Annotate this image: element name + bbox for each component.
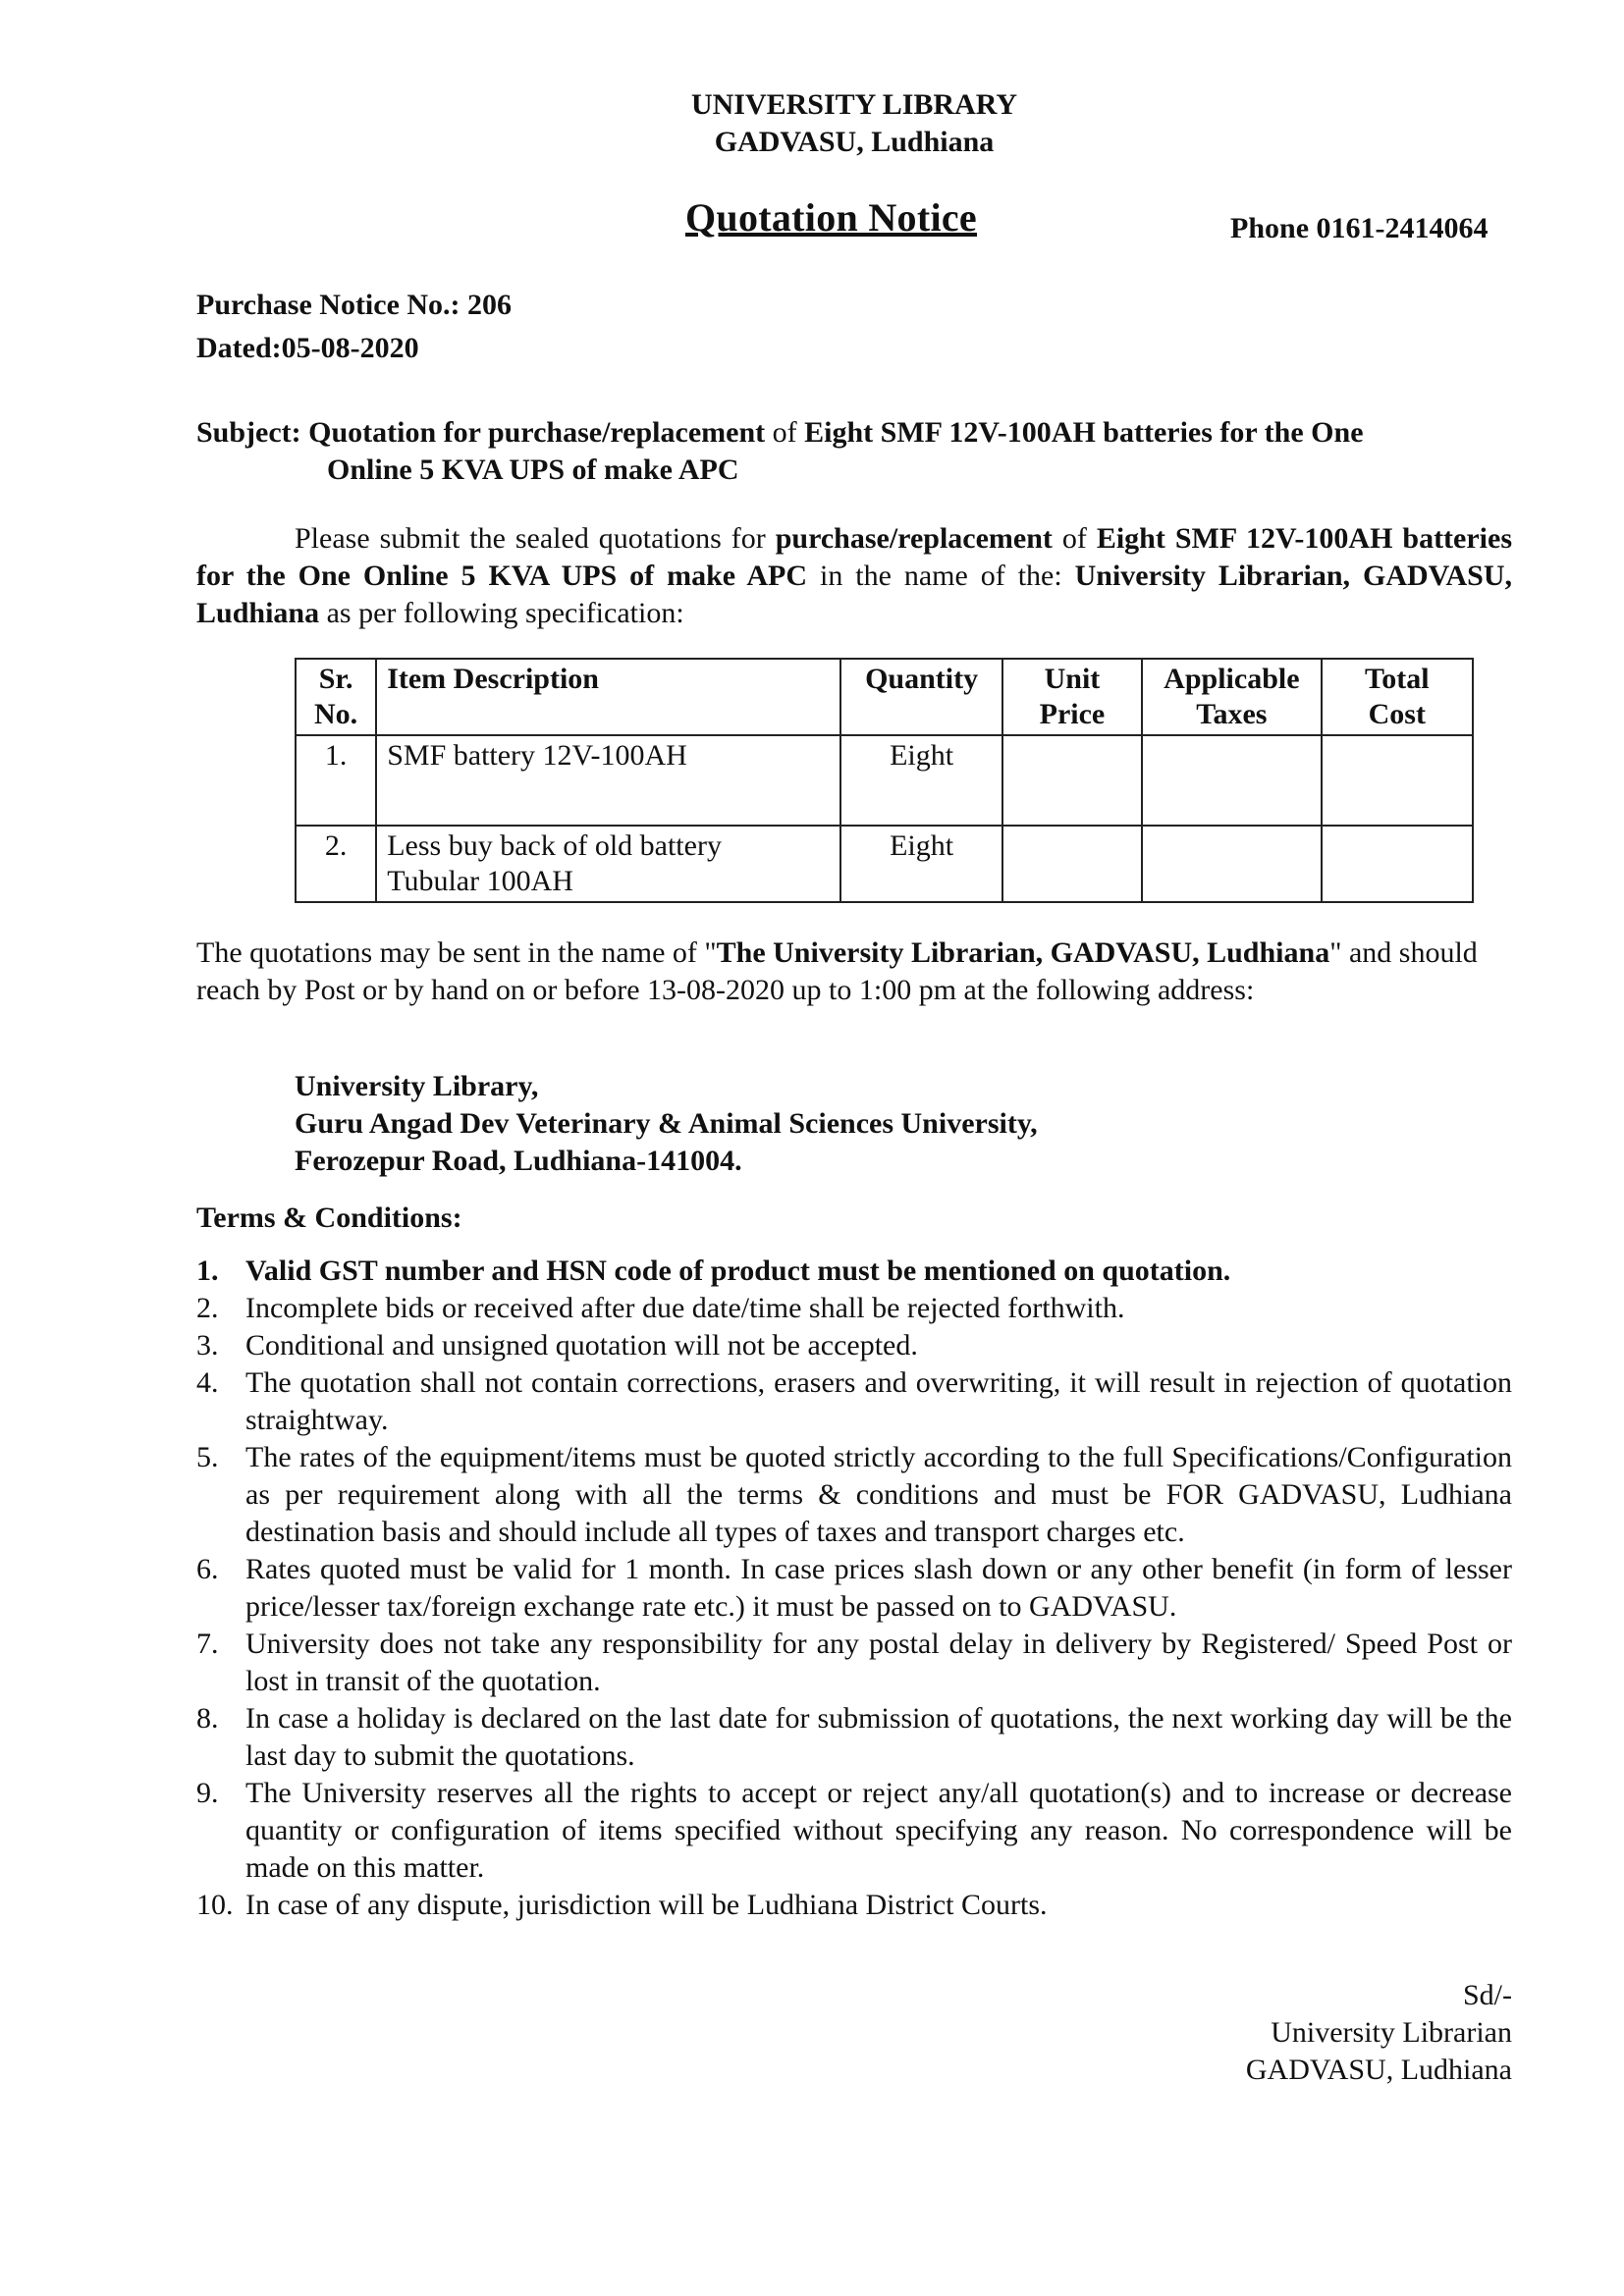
term-number: 2. <box>196 1292 219 1324</box>
submission-bold: The University Librarian, GADVASU, Ludhiana <box>716 936 1330 969</box>
term-number: 9. <box>196 1777 219 1809</box>
intro-text-2: of <box>1052 522 1097 555</box>
term-number: 8. <box>196 1702 219 1735</box>
term-text: In case of any dispute, jurisdiction will be Ludhiana District Courts. <box>245 1889 1048 1921</box>
cell-unit-price <box>1002 735 1142 826</box>
term-text: Rates quoted must be valid for 1 month. In case prices slash down or any other benefit (in form of lesser price/lesser tax/foreign exchange rate etc.) it must be passed on to GADVASU. <box>245 1553 1512 1623</box>
list-item <box>196 1775 1512 1887</box>
table-header-row <box>296 659 1473 735</box>
terms-list <box>196 1253 1512 1924</box>
header-total-a: Total <box>1364 663 1430 695</box>
term-text: Conditional and unsigned quotation will not be accepted. <box>245 1329 918 1362</box>
purchase-notice-number: Purchase Notice No.: 206 <box>196 289 513 321</box>
address-block <box>295 1068 1038 1180</box>
cell-taxes <box>1142 735 1321 826</box>
cell-description-text: SMF battery 12V-100AH <box>387 739 687 772</box>
term-text: In case a holiday is declared on the last date for submission of quotations, the next working day will be the last day to submit the quotations. <box>245 1702 1512 1772</box>
cell-quantity: Eight <box>840 826 1001 902</box>
header-total-cost <box>1322 659 1473 735</box>
header-tax-a: Applicable <box>1164 663 1300 695</box>
org-location: GADVASU, Ludhiana <box>714 126 995 158</box>
term-number: 4. <box>196 1366 219 1399</box>
cell-taxes <box>1142 826 1321 902</box>
submission-text-1: The quotations may be sent in the name of " <box>196 936 717 969</box>
phone-number: Phone 0161-2414064 <box>1230 212 1489 244</box>
header-tax-b: Taxes <box>1196 698 1268 730</box>
submission-text-2: " and should reach by Post or by hand on or before 13-08-2020 up to 1:00 pm at the following address: <box>196 936 1478 1006</box>
term-number: 7. <box>196 1628 219 1660</box>
term-number: 10. <box>196 1889 234 1921</box>
term-text: The quotation shall not contain corrections, erasers and overwriting, it will result in rejection of quotation straightway. <box>245 1366 1512 1436</box>
list-item <box>196 1439 1512 1551</box>
term-text: The rates of the equipment/items must be quoted strictly according to the full Specifications/Configuration as per requirement along with all the terms & conditions and must be FOR GADVASU, Ludhiana destination basis and should include all types of taxes and transport charges etc. <box>245 1441 1512 1548</box>
header-unit-b: Price <box>1039 698 1106 730</box>
header-quantity: Quantity <box>840 659 1001 735</box>
subject-item: Eight SMF 12V-100AH batteries for the One <box>804 416 1364 449</box>
header-item-description: Item Description <box>376 659 840 735</box>
table-row <box>296 826 1473 902</box>
term-number: 5. <box>196 1441 219 1473</box>
header-total-b: Cost <box>1368 698 1426 730</box>
address-line-2: Guru Angad Dev Veterinary & Animal Sciences University, <box>295 1107 1038 1140</box>
term-text: Valid GST number and HSN code of product must be mentioned on quotation. <box>245 1255 1231 1287</box>
intro-bold-3: University Librarian, GADVASU, Ludhiana <box>196 560 1512 629</box>
term-number: 3. <box>196 1329 219 1362</box>
list-item <box>196 1327 1512 1364</box>
header-sr-b: No. <box>314 698 358 730</box>
term-text: University does not take any responsibility for any postal delay in delivery by Registered/ Speed Post or lost in transit of the quotation. <box>245 1628 1512 1697</box>
cell-description <box>376 735 840 826</box>
subject-line <box>196 414 1512 452</box>
header-applicable-taxes <box>1142 659 1321 735</box>
terms-heading: Terms & Conditions: <box>196 1201 462 1234</box>
cell-total <box>1322 826 1473 902</box>
term-number: 1. <box>196 1255 219 1287</box>
intro-text-1: Please submit the sealed quotations for <box>295 522 776 555</box>
org-name: UNIVERSITY LIBRARY <box>690 88 1018 121</box>
list-item <box>196 1253 1512 1290</box>
intro-bold-2: Eight SMF 12V-100AH batteries for the One Online 5 KVA UPS of make APC <box>196 522 1513 592</box>
cell-description-text-2: Tubular 100AH <box>387 865 573 897</box>
cell-unit-price <box>1002 826 1142 902</box>
term-text: The University reserves all the rights to accept or reject any/all quotation(s) and to increase or decrease quantity or configuration of items specified without specifying any reason. No correspondence will be made on this matter. <box>245 1777 1512 1884</box>
subject-line-2: Online 5 KVA UPS of make APC <box>327 454 739 486</box>
cell-total <box>1322 735 1473 826</box>
subject-of: of <box>765 416 805 449</box>
page-title: Quotation Notice <box>685 195 977 240</box>
intro-text-4: as per following specification: <box>319 597 684 629</box>
header-unit-price <box>1002 659 1142 735</box>
submission-paragraph <box>196 934 1512 1009</box>
term-number: 6. <box>196 1553 219 1585</box>
signature-sd: Sd/- <box>1462 1979 1512 2011</box>
list-item <box>196 1364 1512 1439</box>
notice-date: Dated:05-08-2020 <box>196 332 419 364</box>
list-item <box>196 1551 1512 1626</box>
cell-sr: 1. <box>296 735 376 826</box>
signatory-org: GADVASU, Ludhiana <box>1245 2054 1512 2086</box>
address-line-1: University Library, <box>295 1070 539 1102</box>
signature-block <box>1198 1977 1512 2089</box>
cell-description <box>376 826 840 902</box>
specification-table <box>295 658 1474 903</box>
table-row <box>296 735 1473 826</box>
header-sr-no <box>296 659 376 735</box>
term-text: Incomplete bids or received after due date/time shall be rejected forthwith. <box>245 1292 1125 1324</box>
signatory-title: University Librarian <box>1271 2016 1512 2049</box>
intro-text-3: in the name of the: <box>807 560 1075 592</box>
header-unit-a: Unit <box>1044 663 1101 695</box>
subject-label: Subject: Quotation for purchase/replacement <box>196 416 766 449</box>
list-item <box>196 1887 1512 1924</box>
list-item <box>196 1290 1512 1327</box>
cell-description-text: Less buy back of old battery <box>387 829 722 862</box>
address-line-3: Ferozepur Road, Ludhiana-141004. <box>295 1145 742 1177</box>
list-item <box>196 1626 1512 1700</box>
header-sr-a: Sr. <box>318 663 353 695</box>
cell-sr: 2. <box>296 826 376 902</box>
intro-bold-1: purchase/replacement <box>775 522 1053 555</box>
list-item <box>196 1700 1512 1775</box>
cell-quantity: Eight <box>840 735 1001 826</box>
intro-paragraph <box>196 520 1512 632</box>
